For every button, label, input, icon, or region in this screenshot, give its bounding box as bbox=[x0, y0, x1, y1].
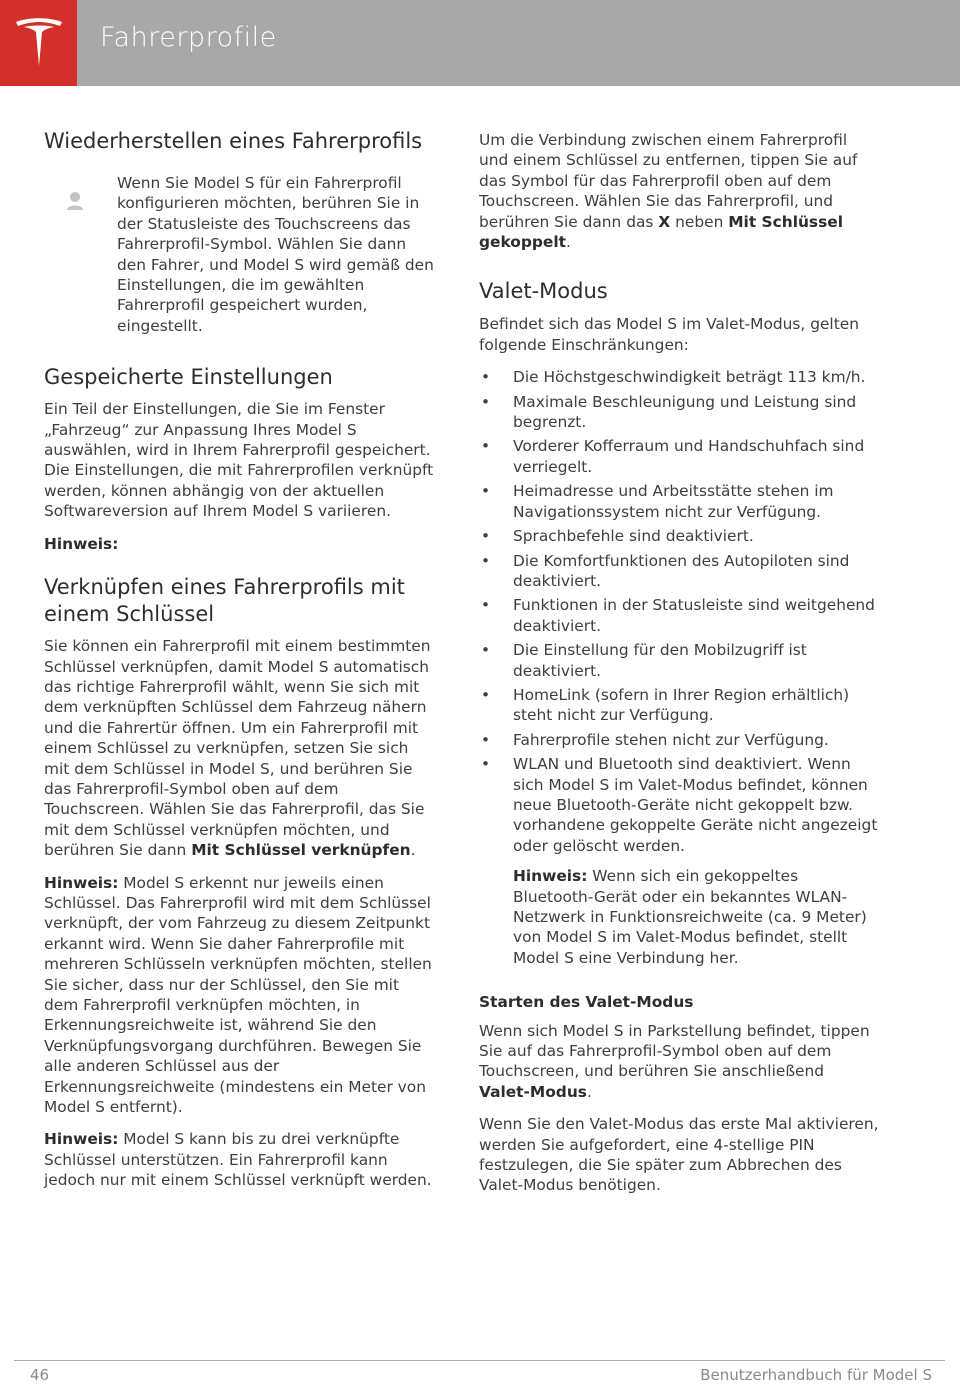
page-number: 46 bbox=[30, 1366, 50, 1384]
list-item: • Sprachbefehle sind deaktiviert. bbox=[479, 526, 879, 546]
list-item: • Fahrerprofile stehen nicht zur Verfügung. bbox=[479, 730, 879, 750]
list-item: • Heimadresse und Arbeitsstätte stehen im Navigationssystem nicht zur Verfügung. bbox=[479, 481, 879, 522]
restore-text: Wenn Sie Model S für ein Fahrerprofil konfigurieren möchten, berühren Sie in der Statusleiste des Touchscreens das Fahrerprofil-Symbol. Wählen Sie dann den Fahrer, und Model S wird gemäß den Einstellungen, die im gewählten Fahrerprofil gespeichert wurden, eingestellt. bbox=[117, 174, 434, 335]
heading-saved-settings: Gespeicherte Einstellungen bbox=[44, 365, 333, 390]
list-item: • HomeLink (sofern in Ihrer Region erhältlich) steht nicht zur Verfügung. bbox=[479, 685, 879, 726]
valet-restrictions-list bbox=[479, 367, 879, 856]
right-column bbox=[479, 130, 879, 1196]
x-symbol: X bbox=[658, 212, 671, 231]
list-item: • Die Höchstgeschwindigkeit beträgt 113 km/h. bbox=[479, 367, 879, 387]
footer-manual-title: Benutzerhandbuch für Model S bbox=[700, 1366, 932, 1384]
page-title: Fahrerprofile bbox=[100, 22, 277, 53]
heading-link-key: Verknüpfen eines Fahrerprofils mit einem Schlüssel bbox=[44, 575, 405, 627]
hinweis-label: Hinweis: bbox=[44, 534, 119, 553]
heading-start-valet: Starten des Valet-Modus bbox=[479, 993, 694, 1012]
tesla-logo-icon bbox=[14, 16, 64, 70]
brand-logo bbox=[0, 0, 77, 86]
list-item: • WLAN und Bluetooth sind deaktiviert. Wenn sich Model S im Valet-Modus befindet, können neue Bluetooth-Geräte nicht gekoppelt bzw. vorhandene gekoppelte Geräte nicht angezeigt oder gelöscht werden. bbox=[479, 754, 879, 856]
driver-profile-icon bbox=[66, 191, 84, 211]
valet-mode-bold: Valet-Modus bbox=[479, 1082, 587, 1101]
list-item: • Die Komfortfunktionen des Autopiloten sind deaktiviert. bbox=[479, 551, 879, 592]
unlink-text: Um die Verbindung zwischen einem Fahrerprofil und einem Schlüssel zu entfernen, tippen Sie auf das Symbol für das Fahrerprofil oben auf dem Touchscreen. Wählen Sie das Fahrerprofil, und berühren Sie dann das X neben Mit Schlüssel gekoppelt. bbox=[479, 131, 858, 252]
list-item: • Vorderer Kofferraum und Handschuhfach sind verriegelt. bbox=[479, 436, 879, 477]
valet-intro: Befindet sich das Model S im Valet-Modus, gelten folgende Einschränkungen: bbox=[479, 315, 859, 354]
heading-valet-mode: Valet-Modus bbox=[479, 279, 608, 304]
pin-text: Wenn Sie den Valet-Modus das erste Mal aktivieren, werden Sie aufgefordert, eine 4-stellige PIN festzulegen, die Sie später zum Abbrechen des Valet-Modus benötigen. bbox=[479, 1115, 879, 1195]
saved-settings-text: Ein Teil der Einstellungen, die Sie im Fenster „Fahrzeug“ zur Anpassung Ihres Model S auswählen, wird in Ihrem Fahrerprofil gespeichert. Die Einstellungen, die mit Fahrerprofilen verknüpft werden, können abhängig von der aktuellen Softwareversion auf Ihrem Model S variieren. bbox=[44, 400, 434, 521]
restore-block bbox=[44, 173, 438, 336]
list-item: • Die Einstellung für den Mobilzugriff ist deaktiviert. bbox=[479, 640, 879, 681]
link-key-text: Sie können ein Fahrerprofil mit einem bestimmten Schlüssel verknüpfen, damit Model S automatisch das richtige Fahrerprofil wählt, wenn Sie sich mit dem verknüpften Schlüssel dem Fahrzeug nähern und die Fahrertür öffnen. Um ein Fahrerprofil mit einem Schlüssel zu verknüpfen, setzen Sie sich mit dem Schlüssel in Model S, und berühren Sie das Fahrerprofil-Symbol oben auf dem Touchscreen. Wählen Sie das Fahrerprofil, das Sie mit dem Schlüssel verknüpfen möchten, und berühren Sie dann Mit Schlüssel verknüpfen. bbox=[44, 637, 431, 860]
note-one-key: Hinweis: Model S erkennt nur jeweils einen Schlüssel. Das Fahrerprofil wird mit dem Schlüssel verknüpft, der vom Fahrzeug zu diesem Zeitpunkt erkannt wird. Wenn Sie daher Fahrerprofile mit mehreren Schlüsseln verknüpfen möchten, stellen Sie sicher, dass nur der Schlüssel, den Sie mit dem Fahrerprofil verknüpfen möchten, in Erkennungsreichweite ist, während Sie den Verknüpfungsvorgang durchführen. Bewegen Sie alle anderen Schlüssel aus der Erkennungsreichweite (mindestens ein Meter von Model S entfernt). bbox=[44, 873, 432, 1117]
list-item: • Maximale Beschleunigung und Leistung sind begrenzt. bbox=[479, 392, 879, 433]
list-item: • Funktionen in der Statusleiste sind weitgehend deaktiviert. bbox=[479, 595, 879, 636]
left-column bbox=[44, 128, 438, 1191]
heading-restore-profile: Wiederherstellen eines Fahrerprofils bbox=[44, 129, 423, 153]
link-key-bold: Mit Schlüssel verknüpfen bbox=[191, 841, 411, 860]
bluetooth-note: Hinweis: Wenn sich ein gekoppeltes Bluetooth-Gerät oder ein bekanntes WLAN-Netzwerk in Funktionsreichweite (ca. 9 Meter) von Model S im Valet-Modus befindet, stellt Model S eine Verbindung her. bbox=[513, 867, 867, 967]
note-three-keys: Hinweis: Model S kann bis zu drei verknüpfte Schlüssel unterstützen. Ein Fahrerprofil kann jedoch nur mit einem Schlüssel verknüpft werden. bbox=[44, 1130, 432, 1190]
paired-key-bold: Mit Schlüssel gekoppelt bbox=[479, 212, 843, 252]
page-header bbox=[0, 0, 960, 86]
footer-divider bbox=[14, 1360, 945, 1361]
start-valet-text: Wenn sich Model S in Parkstellung befindet, tippen Sie auf das Fahrerprofil-Symbol oben auf dem Touchscreen, und berühren Sie anschließend Valet-Modus. bbox=[479, 1021, 870, 1101]
